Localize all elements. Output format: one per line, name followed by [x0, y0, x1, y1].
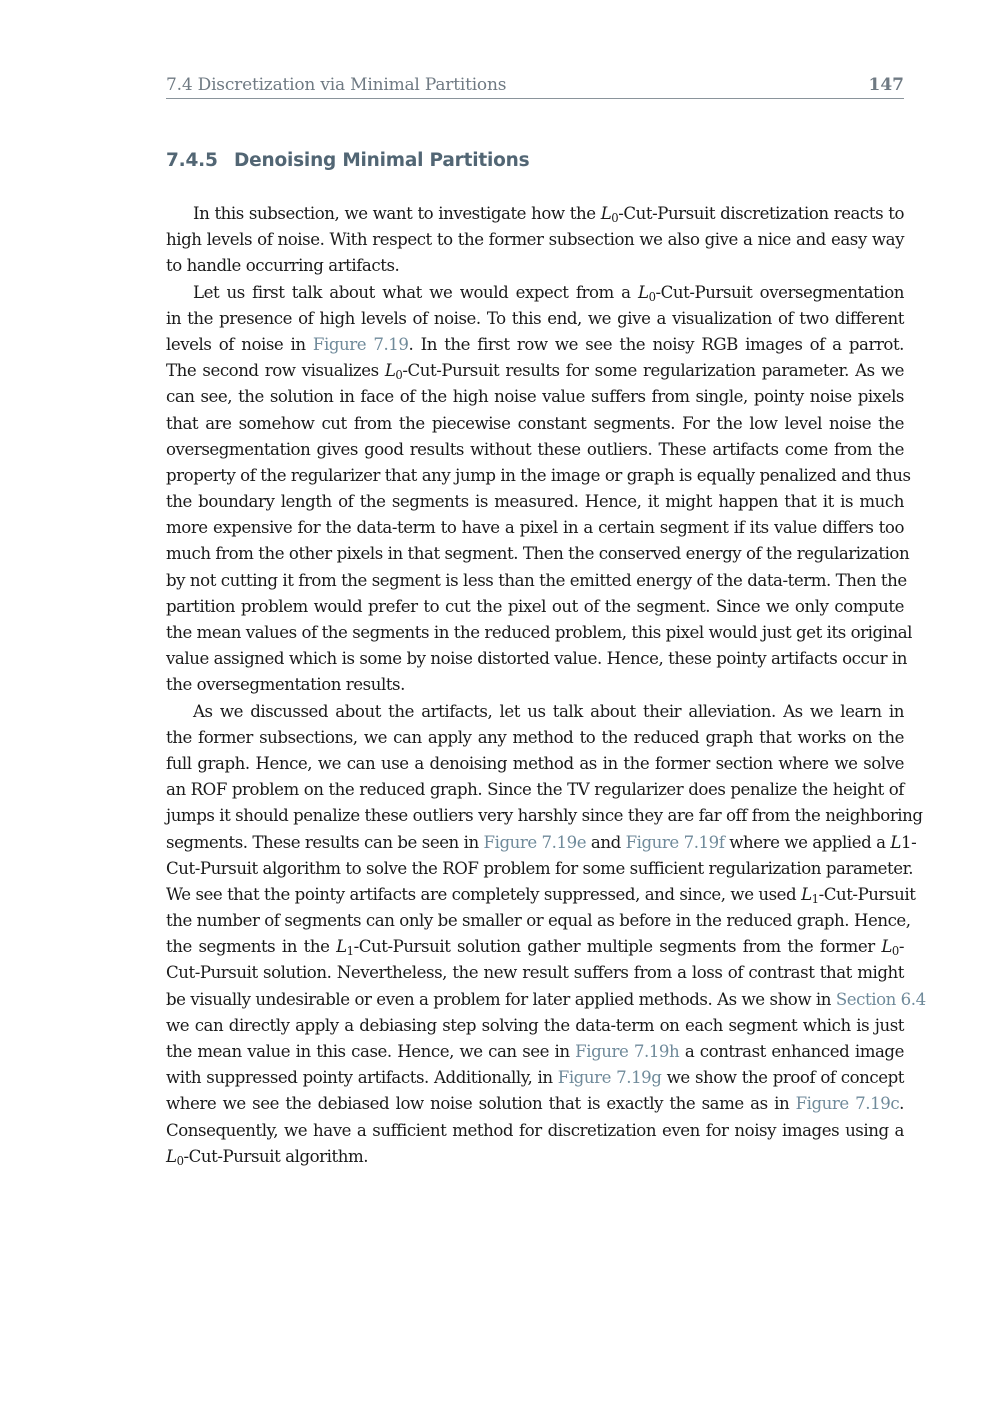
text-line: that are somehow cut from the piecewise constant segments. For the low level noise the [166, 413, 904, 433]
text-line: by not cutting it from the segment is less than the emitted energy of the data-term. Then the [166, 570, 907, 590]
cross-reference-link[interactable]: Figure 7.19h [575, 1042, 680, 1061]
cross-reference-link[interactable]: Figure 7.19e [483, 832, 587, 852]
text-line: property of the regularizer that any jump in the image or graph is equally penalized and thus [166, 465, 911, 485]
text-line: the mean value in this case. Hence, we can see in Figure 7.19h a contrast enhanced image [166, 1042, 904, 1061]
text-line: with suppressed pointy artifacts. Additionally, in Figure 7.19g we show the proof of concept [166, 1068, 904, 1088]
cross-reference-link[interactable]: Section 6.4 [835, 989, 926, 1009]
text-line: to handle occurring artifacts. [166, 256, 400, 276]
text-line: The second row visualizes $L_0-Cut$-Pursuit results for some regularization parameter. As we [166, 361, 905, 383]
text-line: oversegmentation gives good results without these outliers. These artifacts come from the [166, 439, 904, 459]
section-heading [166, 150, 529, 171]
text-line: full graph. Hence, we can use a denoising method as in the former section where we solve [166, 753, 904, 773]
math-symbol: $L_0$ [637, 282, 656, 304]
cross-reference-link[interactable]: Figure 7.19 [312, 334, 409, 354]
math-symbol: $L_0$ [166, 1146, 184, 1168]
text-line: the former subsections, we can apply any method to the reduced graph that works on the [166, 727, 904, 747]
text-line: value assigned which is some by noise distorted value. Hence, these pointy artifacts occur in [166, 649, 907, 669]
text-line: the number of segments can only be smaller or equal as before in the reduced graph. Hence, [166, 911, 911, 931]
text-line: segments. These results can be seen in Figure 7.19e and Figure 7.19f where we applied a L1- [166, 832, 917, 852]
cross-reference-link[interactable]: Figure 7.19g [557, 1068, 662, 1088]
text-line: the mean values of the segments in the reduced problem, this pixel would just get its original [166, 623, 913, 642]
page-number: 147 [868, 75, 904, 95]
text-line: an ROF problem on the reduced graph. Since the TV regularizer does penalize the height of [166, 780, 904, 800]
body-text [166, 201, 926, 1170]
math-symbol: $L_0$ [384, 361, 403, 383]
text-line: $L_0-Cut$-Pursuit algorithm. [166, 1146, 369, 1168]
text-line: In this subsection, we want to investigate how the $L_0-Cut$-Pursuit discretization reacts to [193, 204, 904, 225]
text-line: As we discussed about the artifacts, let us talk about their alleviation. As we learn in [193, 701, 904, 721]
text-line: high levels of noise. With respect to the former subsection we also give a nice and easy way [166, 230, 904, 250]
math-symbol: $L_1$ [801, 884, 819, 906]
text-line: Cut-Pursuit solution. Nevertheless, the new result suffers from a loss of contrast that might [166, 963, 904, 983]
running-header [166, 74, 904, 99]
text-line: Consequently, we have a sufficient method for discretization even for noisy images using a [166, 1120, 904, 1140]
math-symbol: $L_0$ [881, 937, 899, 959]
text-line: Cut-Pursuit algorithm to solve the ROF problem for some sufficient regularization parameter. [166, 858, 914, 878]
paragraph [166, 280, 913, 699]
paragraph [166, 201, 904, 280]
cross-reference-link[interactable]: Figure 7.19c [795, 1094, 900, 1114]
paragraph [166, 699, 926, 1170]
text-line: partition problem would prefer to cut the pixel out of the segment. Since we only compute [166, 596, 904, 616]
math-symbol: $L_0$ [600, 204, 619, 225]
math-symbol: L [890, 832, 901, 852]
text-line: can see, the solution in face of the high noise value suffers from single, pointy noise pixels [166, 387, 904, 407]
text-line: the boundary length of the segments is measured. Hence, it might happen that it is much [166, 492, 904, 512]
section-number: 7.4.5 [166, 150, 218, 171]
text-line: in the presence of high levels of noise. To this end, we give a visualization of two different [166, 308, 904, 328]
text-line: much from the other pixels in that segment. Then the conserved energy of the regularization [166, 544, 910, 564]
text-line: jumps it should penalize these outliers very harshly since they are far off from the neighboring [166, 806, 923, 826]
text-line: the oversegmentation results. [166, 675, 405, 695]
section-title: Denoising Minimal Partitions [234, 150, 530, 171]
math-symbol: $L_1$ [336, 937, 354, 959]
text-line: we can directly apply a debiasing step solving the data-term on each segment which is just [166, 1015, 904, 1035]
text-line: Let us first talk about what we would expect from a $L_0-Cut$-Pursuit oversegmentation [193, 282, 905, 304]
text-line: levels of noise in Figure 7.19. In the first row we see the noisy RGB images of a parrot. [166, 334, 905, 354]
text-line: be visually undesirable or even a problem for later applied methods. As we show in Section 6.4 [166, 989, 926, 1009]
cross-reference-link[interactable]: Figure 7.19f [625, 832, 725, 852]
running-title: 7.4 Discretization via Minimal Partitions [166, 75, 507, 95]
text-line: the segments in the $L_1-Cut$-Pursuit solution gather multiple segments from the former $L_0-$ [166, 937, 904, 959]
text-line: We see that the pointy artifacts are completely suppressed, and since, we used $L_1-Cut$-Pursuit [166, 884, 916, 906]
text-line: where we see the debiased low noise solution that is exactly the same as in Figure 7.19c. [166, 1094, 904, 1114]
text-line: more expensive for the data-term to have a pixel in a certain segment if its value differs too [166, 518, 904, 538]
